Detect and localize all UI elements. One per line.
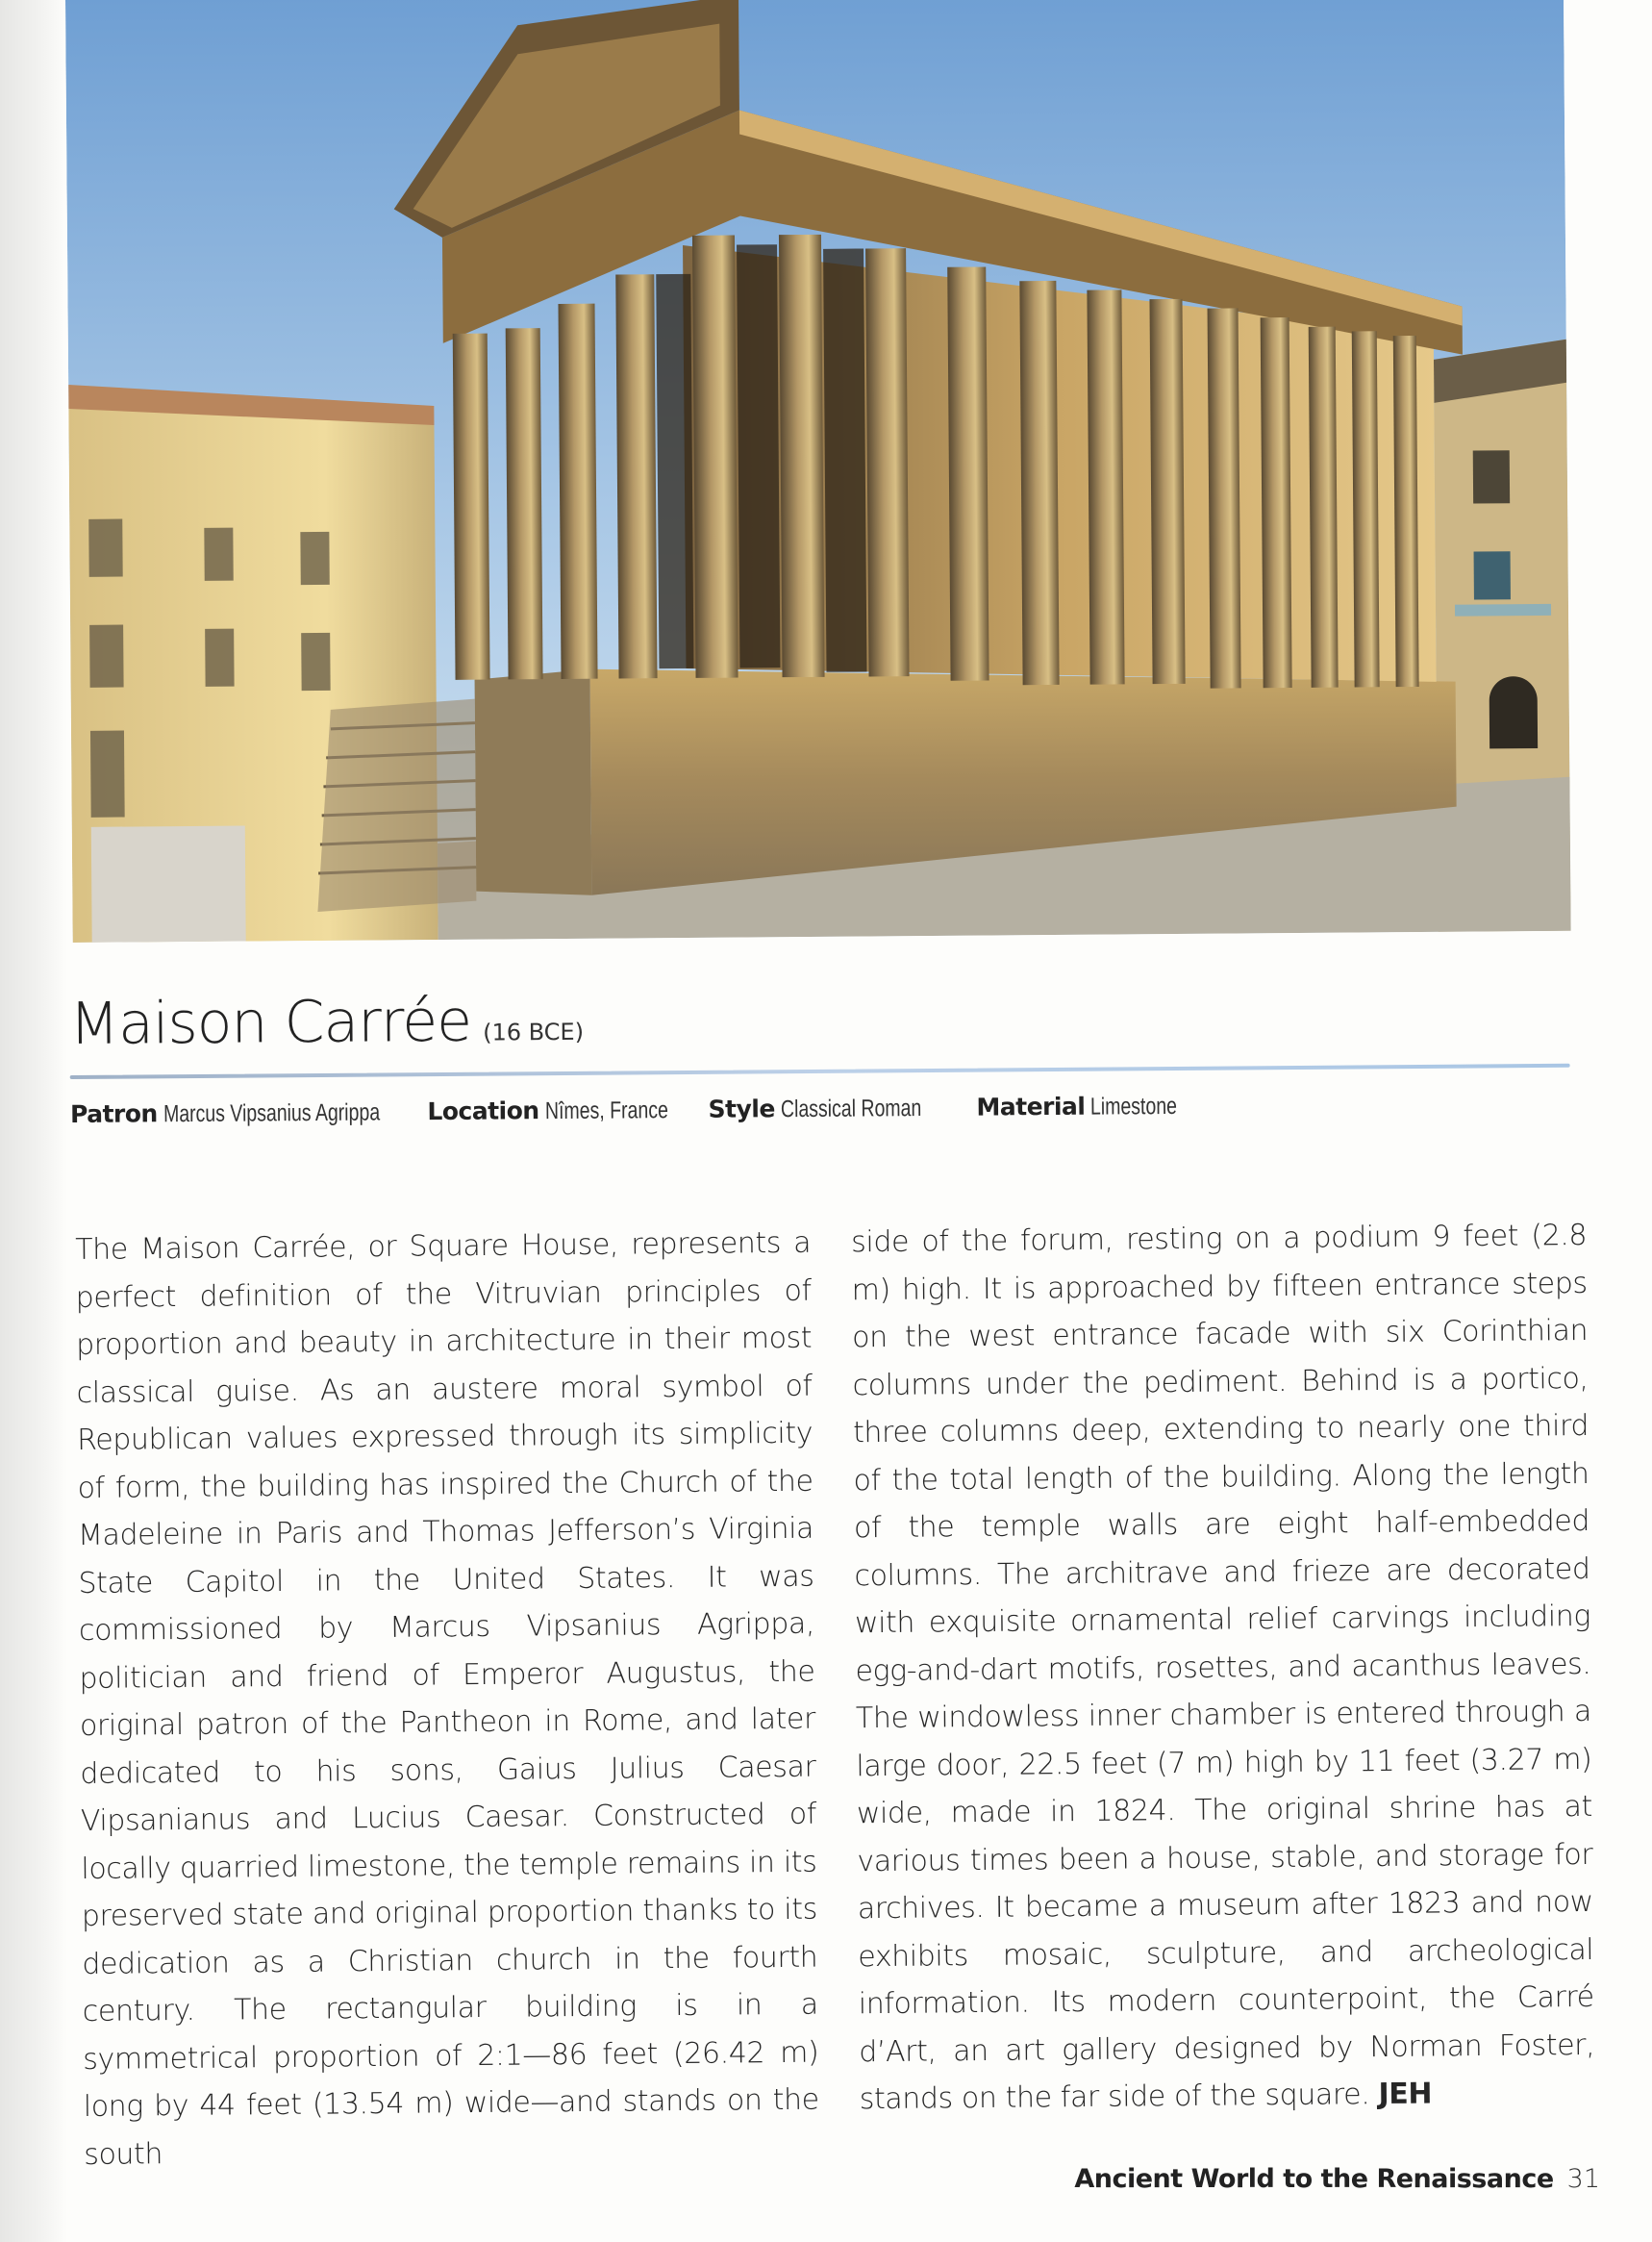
article-header bbox=[69, 979, 1570, 1129]
page-gutter-shadow bbox=[0, 0, 67, 2242]
article-title: Maison Carrée bbox=[69, 987, 472, 1058]
page-number: 31 bbox=[1566, 2164, 1600, 2194]
meta-patron bbox=[70, 1097, 441, 1129]
page-footer bbox=[1074, 2164, 1600, 2194]
meta-material bbox=[976, 1092, 1202, 1122]
temple-photograph bbox=[65, 0, 1571, 943]
section-title: Ancient World to the Renaissance bbox=[1074, 2164, 1554, 2194]
meta-material-label: Material bbox=[976, 1092, 1086, 1121]
title-divider bbox=[70, 1064, 1570, 1079]
temple-photo-illustration bbox=[65, 0, 1571, 943]
meta-style-value: Classical Roman bbox=[780, 1095, 922, 1123]
article-date: (16 BCE) bbox=[483, 1018, 585, 1046]
article-title-row bbox=[69, 979, 1570, 1058]
meta-style-label: Style bbox=[708, 1095, 775, 1123]
body-text-right: side of the forum, resting on a podium 9 feet (2.8 m) high. It is approached by fifteen entrance steps on the west entrance facade with six Corinthian columns under the pediment. Behind is a portico, three columns deep, extending to nearly one third of the total length of the building. Along the length of the temple walls are eight half-embedded columns. The architrave and frieze are decorated with exquisite ornamental relief carvings including egg-and-dart motifs, rosettes, and acanthus leaves. The windowless inner chamber is entered through a large door, 22.5 feet (7 m) high by 11 feet (3.27 m) wide, made in 1824. The original shrine has at various times been a house, stable, and storage for archives. It became a museum after 1823 and now exhibits mosaic, sculpture, and archeological information. Its modern counterpoint, the Carré d’Art, an art gallery designed by Norman Foster, stands on the far side of the square. bbox=[851, 1218, 1595, 2117]
meta-style bbox=[708, 1094, 961, 1124]
meta-location-label: Location bbox=[427, 1096, 539, 1126]
body-paragraph-right bbox=[851, 1212, 1595, 2124]
article-body bbox=[75, 1212, 1613, 2179]
meta-patron-label: Patron bbox=[69, 1099, 158, 1128]
meta-patron-value: Marcus Vipsanius Agrippa bbox=[163, 1098, 380, 1128]
body-column-left bbox=[75, 1220, 819, 2179]
meta-location bbox=[427, 1096, 702, 1126]
body-paragraph-left: The Maison Carrée, or Square House, represents a perfect definition of the Vitruvian principles of proportion and beauty in architecture in their most classical guise. As an austere moral symbol of Republican values expressed through its simplicity of form, the building has inspired the Church of the Madeleine in Paris and Thomas Jefferson’s Virginia State Capitol in the United States. It was commissioned by Marcus Vipsanius Agrippa, politician and friend of Emperor Augustus, the original patron of the Pantheon in Rome, and later dedicated to his sons, Gaius Julius Caesar Vipsanianus and Lucius Caesar. Constructed of locally quarried limestone, the temple remains in its preserved state and original proportion thanks to its dedication as a Christian church in the fourth century. The rectangular building is in a symmetrical proportion of 2:1—86 feet (26.42 m) long by 44 feet (13.54 m) wide—and stands on the south bbox=[75, 1225, 819, 2172]
article-metadata bbox=[70, 1089, 1570, 1129]
meta-location-value: Nîmes, France bbox=[544, 1096, 668, 1125]
meta-material-value: Limestone bbox=[1090, 1092, 1178, 1121]
author-initials: JEH bbox=[1378, 2077, 1433, 2112]
body-column-right bbox=[851, 1212, 1595, 2171]
